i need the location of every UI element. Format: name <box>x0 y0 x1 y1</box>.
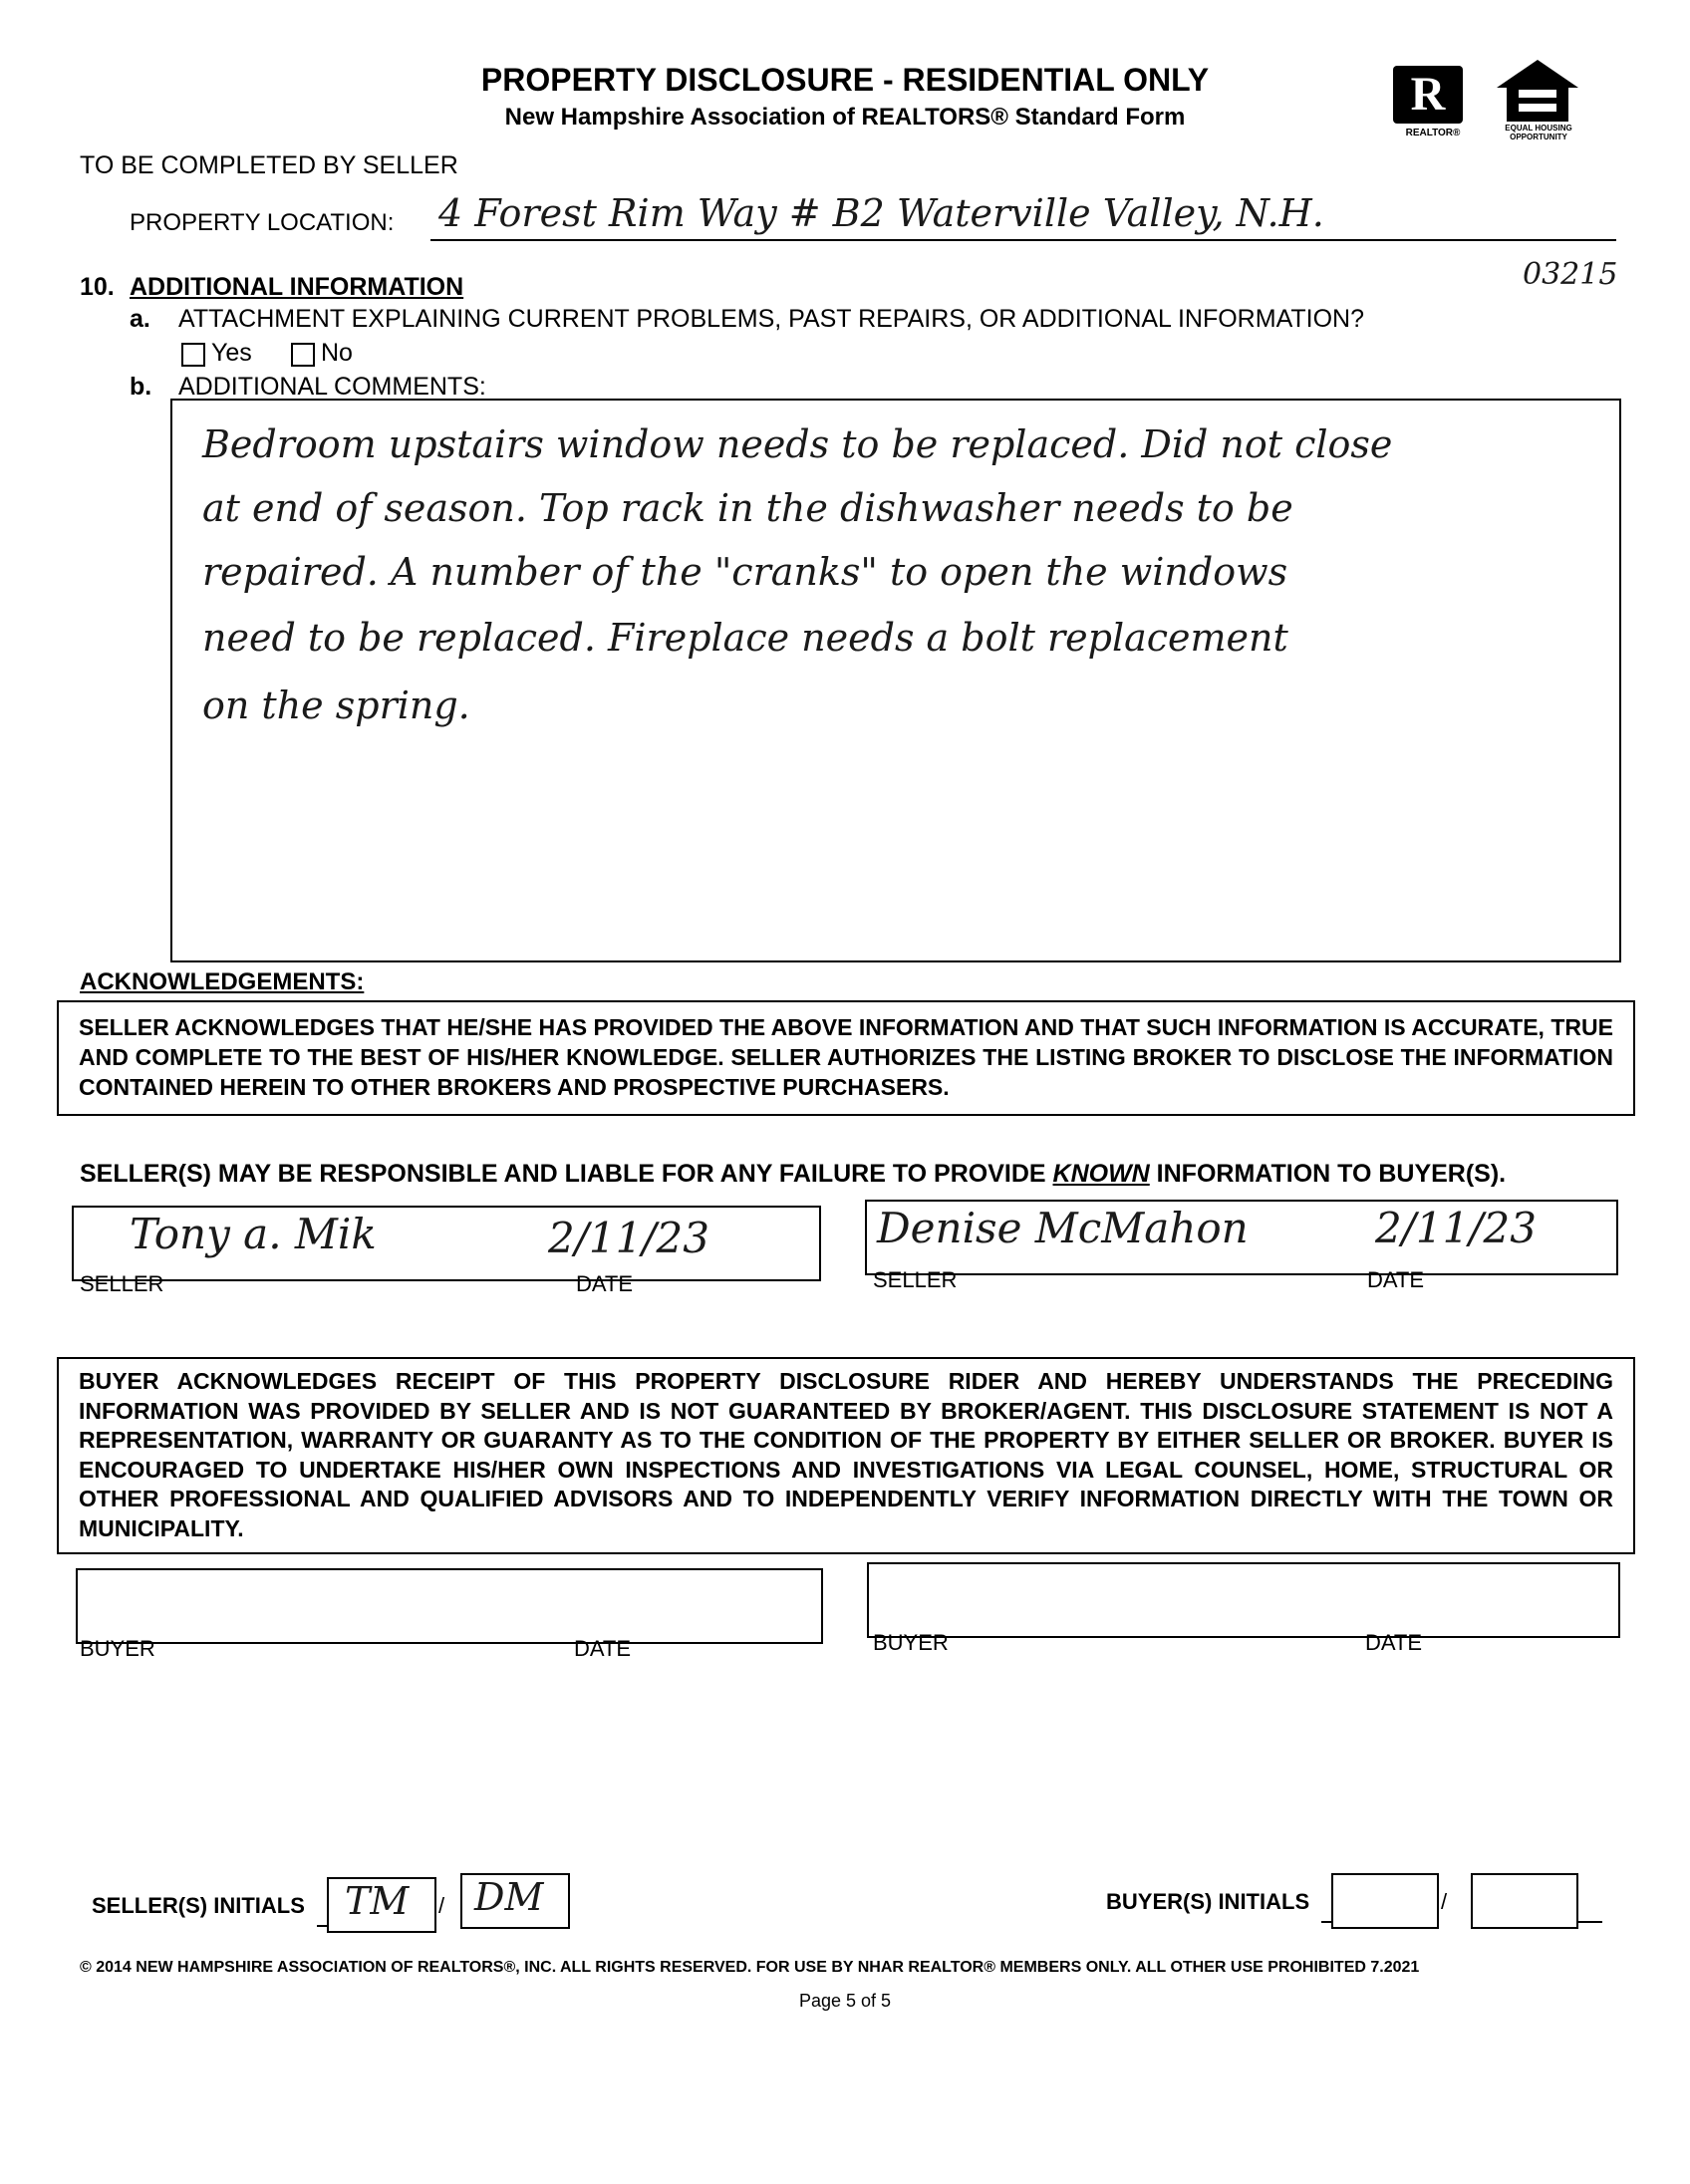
equal-housing-icon <box>1493 58 1582 124</box>
realtor-logo-label: REALTOR® <box>1405 128 1461 138</box>
buyer-acknowledgement-box <box>57 1357 1635 1554</box>
buyer-initials-underline <box>1321 1921 1331 1923</box>
form-subtitle: New Hampshire Association of REALTORS® Standard Form <box>504 104 1186 131</box>
buyer-acknowledgement-text: BUYER ACKNOWLEDGES RECEIPT OF THIS PROPERTY DISCLOSURE RIDER AND HEREBY UNDERSTANDS THE PRECEDING INFORMATION WAS PROVIDED BY SELLER AND IS NOT GUARANTEED BY BROKER/AGENT. THIS DISCLOSURE STATEMENT IS NOT A REPRESENTATION, WARRANTY OR GUARANTY AS TO THE CONDITION OF THE PROPERTY BY EITHER SELLER OR BROKER. BUYER IS ENCOURAGED TO UNDERTAKE HIS/HER OWN INSPECTIONS AND INVESTIGATIONS VIA LEGAL COUNSEL, HOME, STRUCTURAL OR OTHER PROFESSIONAL AND QUALIFIED ADVISORS AND TO INDEPENDENTLY VERIFY INFORMATION DIRECTLY WITH THE TOWN OR MUNICIPALITY. <box>79 1368 1613 1541</box>
buyer-initials-separator: / <box>1441 1889 1448 1914</box>
item-a-question: ATTACHMENT EXPLAINING CURRENT PROBLEMS, PAST REPAIRS, OR ADDITIONAL INFORMATION? <box>178 305 1365 333</box>
section-number: 10. <box>80 273 115 301</box>
seller-initials-label: SELLER(S) INITIALS <box>92 1893 305 1918</box>
buyer1-label: BUYER <box>80 1636 155 1661</box>
seller1-initials: TM <box>345 1879 410 1923</box>
seller1-date-label: DATE <box>576 1271 634 1296</box>
comment-line: repaired. A number of the "cranks" to open the windows <box>202 550 1288 594</box>
seller-initials-underline <box>317 1925 327 1927</box>
page-number: Page 5 of 5 <box>798 1991 892 2011</box>
form-title: PROPERTY DISCLOSURE - RESIDENTIAL ONLY <box>480 62 1210 98</box>
section-title: ADDITIONAL INFORMATION <box>130 273 464 301</box>
buyer2-date-label: DATE <box>1365 1630 1423 1655</box>
seller1-label: SELLER <box>80 1271 164 1296</box>
buyer1-date-label: DATE <box>574 1636 632 1661</box>
comment-line: Bedroom upstairs window needs to be replaced. Did not close <box>202 422 1393 466</box>
item-b-letter: b. <box>130 373 152 401</box>
seller1-date: 2/11/23 <box>548 1214 709 1262</box>
item-b-label: ADDITIONAL COMMENTS: <box>178 373 486 401</box>
seller2-signature: Denise McMahon <box>877 1204 1249 1252</box>
property-location-label: PROPERTY LOCATION: <box>130 209 395 236</box>
comment-line: need to be replaced. Fireplace needs a bolt replacement <box>202 616 1288 660</box>
property-location-underline <box>430 239 1616 241</box>
liability-emphasis: KNOWN <box>1052 1160 1150 1188</box>
seller-acknowledgement-text: SELLER ACKNOWLEDGES THAT HE/SHE HAS PROVIDED THE ABOVE INFORMATION AND THAT SUCH INFORMATION IS ACCURATE, TRUE AND COMPLETE TO THE BEST OF HIS/HER KNOWLEDGE. SELLER AUTHORIZES THE LISTING BROKER TO DISCLOSE THE INFORMATION CONTAINED HEREIN TO OTHER BROKERS AND PROSPECTIVE PURCHASERS. <box>79 1014 1613 1100</box>
no-checkbox[interactable] <box>291 343 315 367</box>
equal-housing-label: EQUAL HOUSING OPPORTUNITY <box>1505 124 1572 141</box>
buyer1-signature-field[interactable] <box>76 1568 823 1644</box>
property-zip-field[interactable]: 03215 <box>1523 257 1618 292</box>
seller2-date-label: DATE <box>1367 1267 1425 1292</box>
buyer2-signature-field[interactable] <box>867 1562 1620 1638</box>
liability-statement <box>80 1160 1506 1189</box>
comment-line: at end of season. Top rack in the dishwasher needs to be <box>202 486 1293 530</box>
yes-label: Yes <box>211 339 252 367</box>
item-a-letter: a. <box>130 305 150 333</box>
liability-text-end: INFORMATION TO BUYER(S). <box>1149 1160 1507 1188</box>
seller-acknowledgement-box <box>57 1000 1635 1116</box>
acknowledgements-heading: ACKNOWLEDGEMENTS: <box>80 968 365 995</box>
buyer2-label: BUYER <box>873 1630 949 1655</box>
completed-by-seller-heading: TO BE COMPLETED BY SELLER <box>80 151 458 179</box>
seller2-initials: DM <box>474 1875 544 1919</box>
property-location-field[interactable]: 4 Forest Rim Way # B2 Waterville Valley, N.H. <box>438 191 1324 235</box>
seller1-signature: Tony a. Mik <box>130 1210 377 1258</box>
realtor-logo-icon: R <box>1393 66 1463 124</box>
buyer1-initials-field[interactable] <box>1331 1873 1439 1929</box>
seller-initials-separator: / <box>438 1893 445 1918</box>
liability-text-start: SELLER(S) MAY BE RESPONSIBLE AND LIABLE FOR ANY FAILURE TO PROVIDE <box>80 1160 1053 1188</box>
yes-checkbox[interactable] <box>181 343 205 367</box>
buyer-initials-end-underline <box>1576 1921 1602 1923</box>
seller2-date: 2/11/23 <box>1375 1204 1537 1252</box>
no-label: No <box>321 339 353 367</box>
additional-comments-field[interactable] <box>170 399 1621 962</box>
copyright-notice: © 2014 NEW HAMPSHIRE ASSOCIATION OF REALTORS®, INC. ALL RIGHTS RESERVED. FOR USE BY NHAR REALTOR® MEMBERS ONLY. ALL OTHER USE PROHIBITED 7.2021 <box>80 1959 1420 1976</box>
buyer2-initials-field[interactable] <box>1471 1873 1578 1929</box>
comment-line: on the spring. <box>202 683 470 727</box>
buyer-initials-label: BUYER(S) INITIALS <box>1106 1889 1310 1914</box>
seller2-label: SELLER <box>873 1267 958 1292</box>
